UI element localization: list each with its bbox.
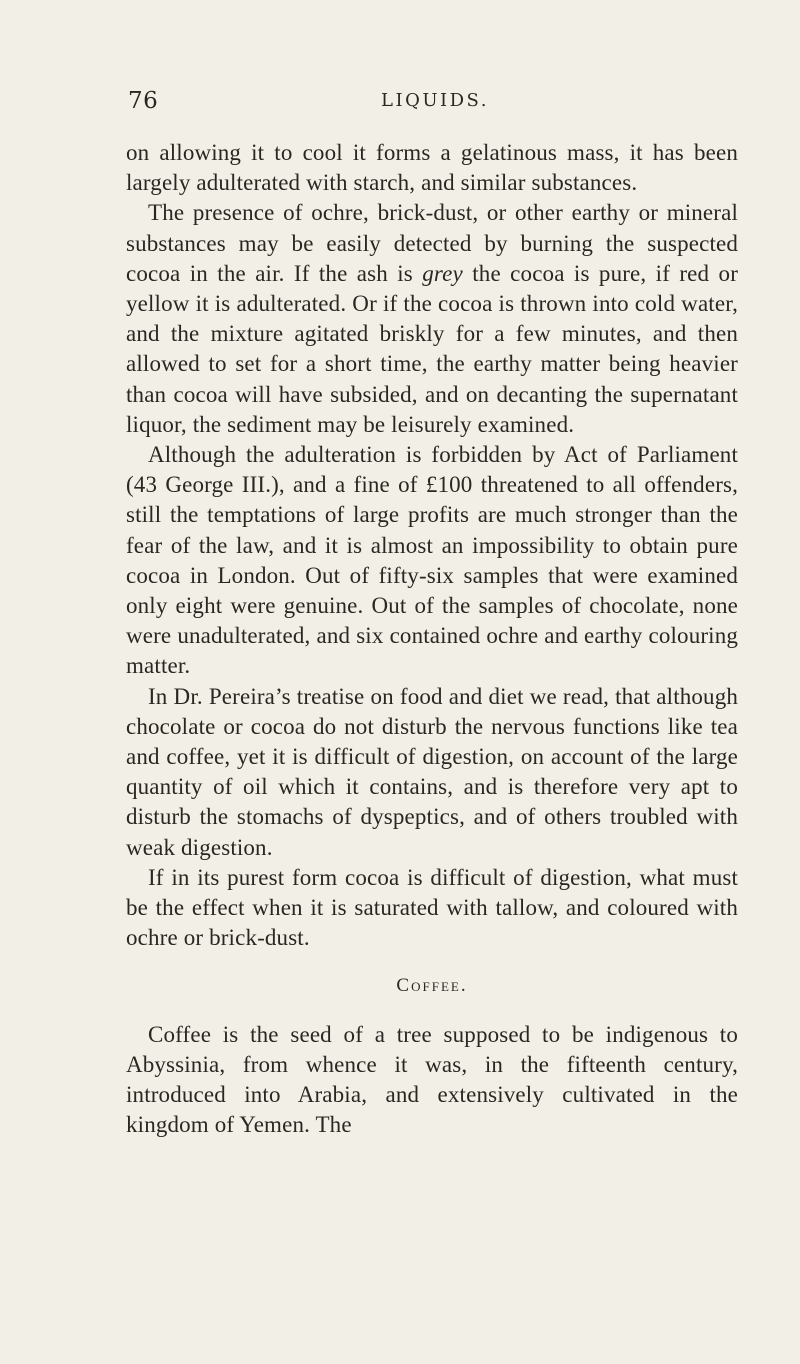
body-text: [126, 138, 738, 1141]
paragraph-detection: [126, 198, 738, 440]
paragraph-coffee: Coffee is the seed of a tree supposed to be indigenous to Abyssinia, from whence it was, in the fifteenth century, introduced into Arabia, and extensively cultivated in the kingdom of Yemen. The: [126, 1021, 738, 1138]
page-number: 76: [128, 88, 159, 114]
running-head: LIQUIDS.: [381, 90, 489, 111]
paragraph-adulteration-law: Although the adulteration is forbidden by Act of Parliament (43 George III.), and a fine of £100 threatened to all offenders, still the temptations of large profits are much stronger than the fear of the law, and it is almost an impossibility to obtain pure cocoa in London. Out of fifty-six samples that were examined only eight were genuine. Out of the samples of chocolate, none were unadulterated, and six contained ochre and earthy colouring matter.: [126, 442, 738, 679]
italic-word: grey: [422, 260, 463, 286]
paragraph-detection-text-2: the cocoa is pure, if red or yellow it is adulterated. Or if the cocoa is thrown into cold water, and the mixture agitated briskly for a few minutes, and then allowed to set for a short time, the earthy matter being heavier than cocoa will have subsided, and on decanting the supernatant liquor, the sediment may be leisurely examined.: [126, 260, 739, 437]
paragraph-pereira-treatise: In Dr. Pereira’s treatise on food and diet we read, that although chocolate or cocoa do not disturb the nervous functions like tea and coffee, yet it is difficult of digestion, on account of the large quantity of oil which it contains, and is therefore very apt to disturb the stomachs of dyspeptics, and of others troubled with weak digestion.: [126, 683, 738, 860]
section-heading: Coffee.: [396, 975, 468, 997]
paragraph-detection-text-1: The presence of ochre, brick-dust, or other earthy or mineral substances may be easily detected by burning the suspected cocoa in the air. If the ash is: [126, 200, 738, 286]
page-header: [128, 88, 733, 116]
paragraph-continuation: on allowing it to cool it forms a gelatinous mass, it has been largely adulterated with starch, and similar substances.: [126, 140, 738, 196]
paragraph-digestion: If in its purest form cocoa is difficult of digestion, what must be the effect when it is saturated with tallow, and coloured with ochre or brick-dust.: [126, 864, 738, 951]
